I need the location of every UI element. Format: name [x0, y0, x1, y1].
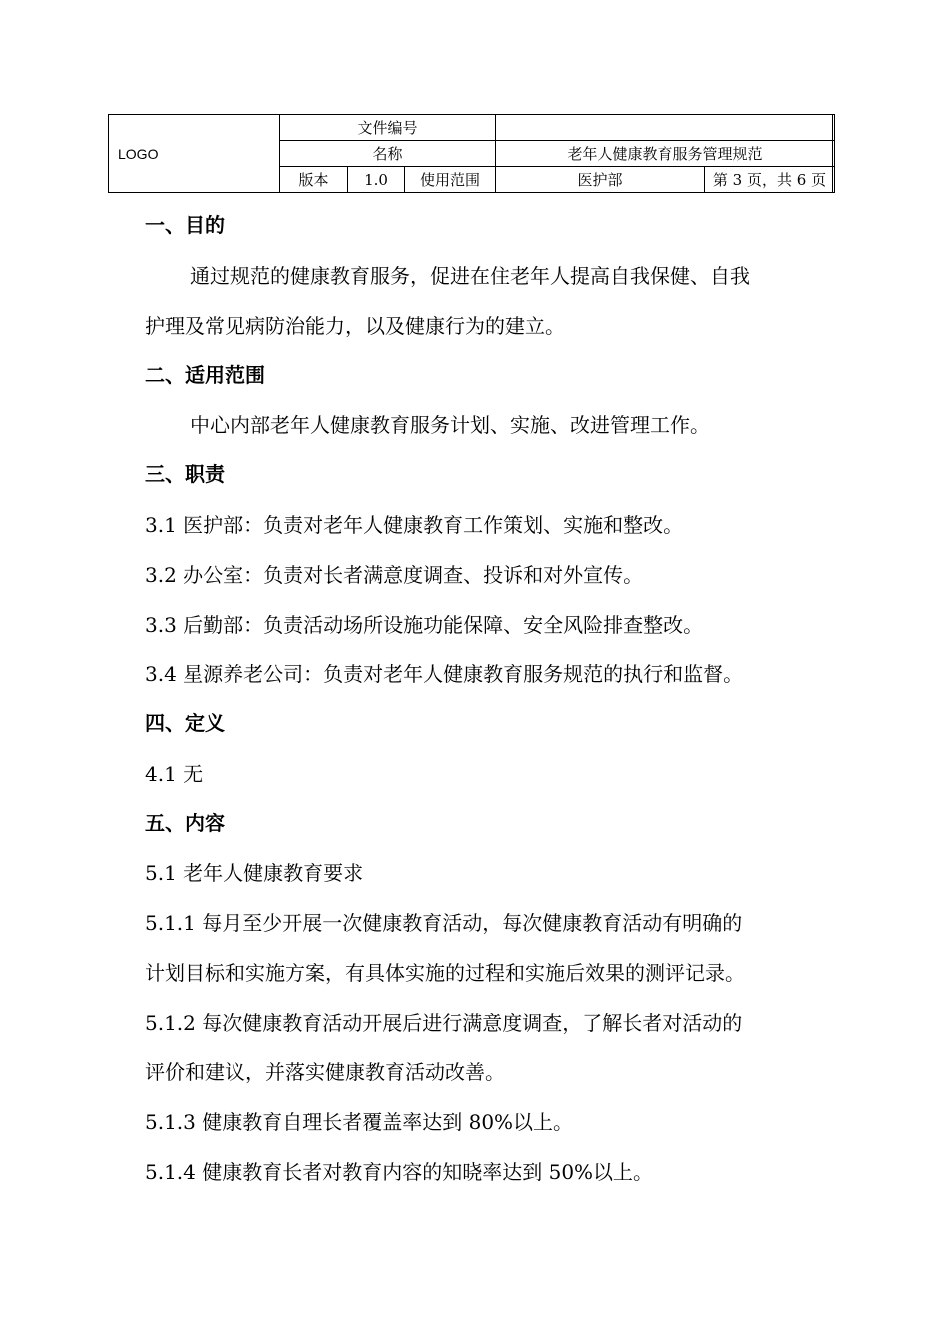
section-heading-duties: 三、职责: [145, 464, 225, 486]
list-item: 5.1 老年人健康教育要求: [145, 861, 364, 885]
list-item: 4.1 无: [145, 762, 204, 786]
list-item: 3.1 医护部：负责对老年人健康教育工作策划、实施和整改。: [145, 513, 684, 537]
scope-value: 医护部: [496, 167, 705, 192]
name-value: 老年人健康教育服务管理规范: [496, 141, 834, 167]
doc-number-value: [496, 115, 834, 141]
version-label: 版本: [280, 167, 348, 192]
list-item: 3.4 星源养老公司：负责对老年人健康教育服务规范的执行和监督。: [145, 662, 744, 686]
list-item: 3.2 办公室：负责对长者满意度调查、投诉和对外宣传。: [145, 563, 644, 587]
section-heading-purpose: 一、目的: [145, 215, 225, 237]
document-header-table: [108, 114, 835, 193]
list-item: 5.1.3 健康教育自理长者覆盖率达到 80%以上。: [145, 1110, 574, 1134]
page-info: 第 3 页，共 6 页: [712, 171, 827, 189]
list-item: 5.1.1 每月至少开展一次健康教育活动，每次健康教育活动有明确的: [145, 911, 743, 935]
list-item: 5.1.2 每次健康教育活动开展后进行满意度调查，了解长者对活动的: [145, 1011, 743, 1035]
scope-label: 使用范围: [405, 167, 496, 192]
doc-number-label: 文件编号: [280, 115, 496, 141]
table-border-line: [832, 114, 833, 193]
paragraph-line: 评价和建议，并落实健康教育活动改善。: [145, 1060, 505, 1084]
section-heading-scope: 二、适用范围: [145, 365, 265, 387]
list-item: 5.1.4 健康教育长者对教育内容的知晓率达到 50%以上。: [145, 1160, 654, 1184]
list-item: 3.3 后勤部：负责活动场所设施功能保障、安全风险排查整改。: [145, 613, 704, 637]
paragraph-line: 中心内部老年人健康教育服务计划、实施、改进管理工作。: [190, 413, 710, 437]
section-heading-content: 五、内容: [145, 813, 225, 835]
version-value: 1.0: [348, 167, 405, 192]
name-label: 名称: [280, 141, 496, 167]
paragraph-line: 通过规范的健康教育服务，促进在住老年人提高自我保健、自我: [190, 264, 750, 288]
paragraph-line: 计划目标和实施方案，有具体实施的过程和实施后效果的测评记录。: [145, 961, 745, 985]
section-heading-definitions: 四、定义: [145, 713, 225, 735]
logo: LOGO: [109, 115, 280, 192]
paragraph-line: 护理及常见病防治能力，以及健康行为的建立。: [145, 314, 565, 338]
